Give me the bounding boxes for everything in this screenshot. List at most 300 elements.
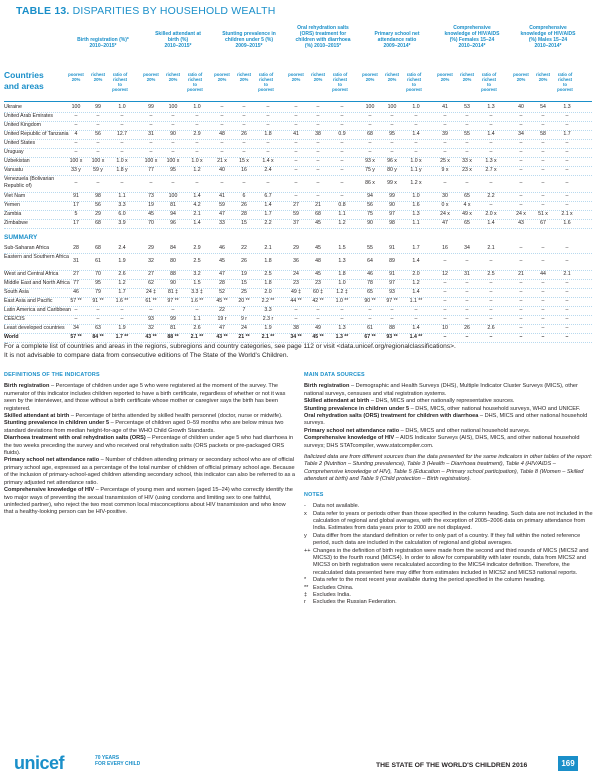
table-cell: – — [74, 316, 78, 322]
table-cell: – — [565, 325, 569, 331]
note-item: x Data refer to years or periods other than those specified in the column heading. Such data are not included in the calculation of regional and global averages, with the exception of 2005–2006 data on primary attendance from India. Estimates from data years prior to 2000 are not displayed. — [304, 510, 593, 532]
table-cell: – — [443, 280, 447, 286]
table-cell: 70 — [95, 271, 101, 277]
note-item: ‡ Excludes India. — [304, 591, 351, 598]
subheader-richest: richest 20% — [535, 72, 551, 82]
table-cell: 97 — [389, 211, 395, 217]
table-cell: – — [316, 307, 320, 313]
table-cell: 2.1 ** — [261, 334, 275, 340]
countries-heading: Countries and areas — [4, 70, 44, 91]
table-cell: – — [443, 316, 447, 322]
table-cell: 1.1 y — [410, 167, 422, 173]
table-cell: 29 — [293, 245, 299, 251]
subheader-ratio: ratio of richest to poorest — [258, 72, 274, 92]
table-cell: 45 ** — [312, 334, 324, 340]
table-cell: 90 — [170, 131, 176, 137]
table-cell: 93 — [389, 289, 395, 295]
table-cell: 36 — [293, 258, 299, 264]
table-cell: 39 — [442, 131, 448, 137]
table-cell: 100 x — [91, 158, 105, 164]
table-cell: 19 r — [217, 316, 227, 322]
table-cell: 88 ** — [167, 334, 179, 340]
table-cell: – — [220, 113, 224, 119]
table-cell: 31 — [148, 131, 154, 137]
table-cell: 73 — [148, 193, 154, 199]
table-cell: – — [340, 113, 344, 119]
table-cell: 1.3 x — [485, 158, 497, 164]
table-cell: – — [96, 307, 100, 313]
table-cell: – — [489, 316, 493, 322]
table-cell: 0.8 — [338, 202, 346, 208]
table-cell: – — [368, 113, 372, 119]
footnote-comparison: It is not advisable to compare data from consecutive editions of The State of the World's Children. — [4, 352, 289, 359]
table-cell: – — [519, 307, 523, 313]
table-cell: – — [541, 122, 545, 128]
table-cell: – — [565, 122, 569, 128]
row-name: Viet Nam — [4, 193, 26, 199]
table-cell: – — [96, 122, 100, 128]
table-cell: – — [541, 245, 545, 251]
table-cell: 59 — [293, 211, 299, 217]
table-cell: 90 — [170, 280, 176, 286]
table-cell: 1.9 — [118, 325, 126, 331]
table-cell: – — [220, 149, 224, 155]
table-cell: 33 — [219, 220, 225, 226]
table-cell: – — [565, 193, 569, 199]
table-cell: – — [519, 180, 523, 186]
table-cell: 68 — [95, 245, 101, 251]
table-cell: – — [414, 149, 418, 155]
table-cell: 1.8 — [264, 280, 272, 286]
table-cell: 44 ** — [290, 298, 302, 304]
table-cell: 37 — [293, 220, 299, 226]
table-cell: 58 — [540, 131, 546, 137]
table-cell: 2.4 — [118, 245, 126, 251]
table-cell: 4 x — [463, 202, 471, 208]
table-cell: – — [565, 307, 569, 313]
row-name: Middle East and North Africa — [4, 280, 70, 286]
table-cell: 1.4 — [193, 193, 201, 199]
table-cell: – — [195, 122, 199, 128]
table-cell: – — [120, 140, 124, 146]
table-cell: 2.3 r — [262, 316, 274, 322]
table-cell: 4 — [74, 131, 78, 137]
table-cell: 100 x — [69, 158, 83, 164]
row-name: Least developed countries — [4, 325, 65, 331]
table-cell: 1.1 — [193, 316, 201, 322]
table-cell: – — [443, 298, 447, 304]
table-cell: 68 — [95, 220, 101, 226]
subheader-ratio: ratio of richest to poorest — [187, 72, 203, 92]
table-cell: 21 — [518, 271, 524, 277]
table-cell: 56 — [95, 202, 101, 208]
table-cell: – — [220, 180, 224, 186]
table-cell: 1.3 — [563, 104, 571, 110]
row-name: East Asia and Pacific — [4, 298, 53, 304]
table-cell: 21 ** — [238, 334, 250, 340]
subheader-poorest: poorest 20% — [68, 72, 84, 82]
table-cell: – — [519, 202, 523, 208]
table-header — [4, 18, 594, 98]
subheader-poorest: poorest 20% — [214, 72, 230, 82]
table-cell: 24 ‡ — [145, 289, 157, 295]
table-cell: 89 — [389, 258, 395, 264]
table-cell: 60 ‡ — [312, 289, 324, 295]
subheader-richest: richest 20% — [236, 72, 252, 82]
table-cell: – — [519, 258, 523, 264]
table-cell: 24 x — [516, 211, 526, 217]
table-cell: – — [541, 149, 545, 155]
table-cell: 12.7 — [116, 131, 128, 137]
table-cell: – — [414, 113, 418, 119]
sources-heading: MAIN DATA SOURCES — [304, 372, 365, 378]
table-cell: 100 — [71, 104, 81, 110]
table-cell: 61 — [367, 325, 373, 331]
row-name: Venezuela (Bolivarian Republic of) — [4, 176, 55, 189]
table-cell: 16 — [442, 245, 448, 251]
table-cell: – — [74, 149, 78, 155]
table-cell: – — [74, 113, 78, 119]
table-cell: 99 — [148, 104, 154, 110]
table-cell: 2.0 — [264, 289, 272, 295]
table-cell: 1.2 — [338, 220, 346, 226]
table-cell: 31 — [73, 258, 79, 264]
definition-item: Diarrhoea treatment with oral rehydration salts (ORS) – Percentage of children under age 5 who had diarrhoea in the two weeks preceding the survey and who received oral rehydration salts (ORS packets or pre-packaged ORS fluids). — [4, 435, 294, 457]
table-cell: – — [294, 140, 298, 146]
table-cell: – — [368, 122, 372, 128]
table-cell: 1.4 — [412, 289, 420, 295]
publication-title: THE STATE OF THE WORLD'S CHILDREN 2016 — [376, 762, 528, 769]
table-cell: 33 x — [462, 158, 472, 164]
column-group-7: Comprehensive knowledge of HIV/AIDS (%) Males 15–24 2010–2014* — [520, 25, 576, 49]
table-cell: 31 — [464, 271, 470, 277]
row-name: Zimbabwe — [4, 220, 28, 226]
definition-item: Stunting prevalence in children under 5 – Percentage of children aged 0–59 months who are below minus two standard deviations from median height-for-age of the WHO Child Growth Standards. — [4, 420, 284, 434]
table-cell: – — [489, 149, 493, 155]
table-cell: – — [294, 113, 298, 119]
table-cell: – — [171, 180, 175, 186]
table-cell: 21 — [315, 202, 321, 208]
table-cell: 34 ** — [290, 334, 302, 340]
table-cell: 32 — [148, 325, 154, 331]
table-cell: 100 — [387, 104, 397, 110]
table-cell: – — [195, 140, 199, 146]
table-cell: – — [541, 180, 545, 186]
table-cell: 15 x — [239, 158, 249, 164]
table-cell: 88 — [170, 271, 176, 277]
table-cell: 1.2 ‡ — [336, 289, 348, 295]
table-cell: – — [220, 122, 224, 128]
table-cell: 1.9 — [264, 325, 272, 331]
table-cell: – — [340, 316, 344, 322]
table-cell: – — [414, 122, 418, 128]
table-cell: 16 — [241, 167, 247, 173]
row-name: Zambia — [4, 211, 22, 217]
row-name: Yemen — [4, 202, 20, 208]
table-cell: 54 — [540, 104, 546, 110]
table-cell: – — [465, 307, 469, 313]
table-cell: 1.1 ** — [409, 298, 423, 304]
table-cell: 56 — [95, 131, 101, 137]
note-item: ** Excludes China. — [304, 584, 354, 591]
table-cell: 1.6 ** — [115, 298, 129, 304]
table-cell: 47 — [219, 271, 225, 277]
table-cell: – — [443, 122, 447, 128]
table-cell: – — [565, 149, 569, 155]
note-item: * Data refer to the most recent year available during the period specified in the column heading. — [304, 577, 546, 584]
table-cell: – — [489, 280, 493, 286]
table-cell: 1.1 — [338, 211, 346, 217]
definitions-section — [4, 372, 296, 517]
subheader-poorest: poorest 20% — [288, 72, 304, 82]
table-cell: 1.0 ** — [335, 298, 349, 304]
table-cell: – — [294, 307, 298, 313]
table-cell: 99 — [170, 316, 176, 322]
subheader-ratio: ratio of richest to poorest — [332, 72, 348, 92]
table-cell: 48 — [219, 131, 225, 137]
table-cell: – — [541, 193, 545, 199]
note-item: - Data not available. — [304, 503, 360, 510]
table-cell: – — [340, 140, 344, 146]
table-cell: – — [443, 140, 447, 146]
table-cell: – — [120, 149, 124, 155]
table-cell: 100 — [168, 104, 178, 110]
table-cell: 95 — [170, 167, 176, 173]
table-cell: – — [294, 158, 298, 164]
table-cell: – — [465, 113, 469, 119]
table-cell: – — [565, 334, 569, 340]
table-cell: 1.8 y — [116, 167, 128, 173]
table-cell: – — [316, 316, 320, 322]
table-cell: – — [149, 140, 153, 146]
italic-data-note: Italicized data are from different sources than the data presented for the same indicators in other tables of the report: Table 2 (Nutrition – Stunting prevalence), Table 3 (Health – Diarrhoea treatment), Table 4 (HIV/AIDS – Comprehensive knowledge of HIV), Table 5 (Education – Primary school participation), Table 8 (Women – Skilled attendant at birth) and Table 9 (Child protection – Birth registration). — [304, 454, 593, 483]
table-cell: 1.0 x — [116, 158, 128, 164]
table-cell: 2.6 — [118, 271, 126, 277]
table-cell: – — [443, 149, 447, 155]
table-cell: 1.7 — [563, 131, 571, 137]
table-cell: – — [465, 298, 469, 304]
subheader-poorest: poorest 20% — [513, 72, 529, 82]
table-cell: – — [340, 180, 344, 186]
table-cell: 47 — [219, 211, 225, 217]
row-name: CEE/CIS — [4, 316, 25, 322]
table-cell: 49 x — [462, 211, 472, 217]
table-cell: 91 — [389, 271, 395, 277]
table-cell: – — [565, 316, 569, 322]
table-cell: 45 — [315, 220, 321, 226]
table-cell: – — [519, 149, 523, 155]
table-cell: 33 y — [71, 167, 81, 173]
table-cell: – — [443, 307, 447, 313]
table-cell: 98 — [389, 220, 395, 226]
table-cell: 93 x — [365, 158, 375, 164]
table-cell: 2.2 ** — [261, 298, 275, 304]
table-cell: – — [489, 113, 493, 119]
table-cell: 41 — [293, 131, 299, 137]
table-cell: – — [120, 307, 124, 313]
table-cell: 78 — [367, 280, 373, 286]
table-cell: – — [541, 307, 545, 313]
table-cell: – — [519, 140, 523, 146]
table-cell: – — [519, 334, 523, 340]
table-cell: 70 — [148, 220, 154, 226]
table-cell: 62 — [148, 280, 154, 286]
subheader-ratio: ratio of richest to poorest — [481, 72, 497, 92]
table-cell: 2.6 — [487, 325, 495, 331]
table-cell: 34 — [464, 245, 470, 251]
subheader-richest: richest 20% — [310, 72, 326, 82]
table-cell: – — [489, 289, 493, 295]
table-cell: 22 — [219, 307, 225, 313]
table-cell: – — [149, 113, 153, 119]
table-cell: 93 ** — [386, 334, 398, 340]
table-cell: 99 — [95, 104, 101, 110]
table-cell: 100 x — [166, 158, 180, 164]
row-name: United Republic of Tanzania — [4, 131, 69, 137]
row-name: Eastern and Southern Africa — [4, 254, 69, 260]
table-cell: 45 — [219, 258, 225, 264]
table-cell: 42 ** — [312, 298, 324, 304]
table-cell: – — [74, 180, 78, 186]
table-cell: 1.3 — [487, 104, 495, 110]
column-group-2: Skilled attendant at birth (%) 2010–2015* — [155, 31, 201, 49]
table-cell: 77 — [73, 280, 79, 286]
summary-heading: SUMMARY — [4, 234, 38, 241]
table-cell: 1.8 — [264, 258, 272, 264]
table-cell: – — [316, 140, 320, 146]
table-cell: – — [519, 193, 523, 199]
table-cell: – — [519, 167, 523, 173]
table-cell: – — [565, 158, 569, 164]
source-item: Birth registration – Demographic and Health Surveys (DHS), Multiple Indicator Cluster Surveys (MICS), other national surveys, censuses and vital registration systems. — [304, 383, 578, 397]
table-cell: – — [465, 280, 469, 286]
table-cell: 21 x — [217, 158, 227, 164]
table-cell: 1.4 — [487, 220, 495, 226]
table-cell: – — [120, 122, 124, 128]
table-cell: – — [390, 316, 394, 322]
table-cell: – — [96, 180, 100, 186]
table-cell: 90 ** — [364, 298, 376, 304]
subheader-richest: richest 20% — [90, 72, 106, 82]
table-cell: – — [195, 307, 199, 313]
table-cell: 28 — [241, 211, 247, 217]
table-cell: 2.1 — [193, 211, 201, 217]
table-cell: 57 ** — [70, 298, 82, 304]
table-cell: 1.4 — [412, 258, 420, 264]
table-cell: – — [340, 104, 344, 110]
table-cell: – — [541, 202, 545, 208]
table-cell: – — [519, 113, 523, 119]
table-cell: 2.1 x — [561, 211, 573, 217]
table-cell: – — [294, 104, 298, 110]
table-cell: 40 — [518, 104, 524, 110]
table-cell: – — [465, 140, 469, 146]
table-cell: – — [340, 122, 344, 128]
table-cell: 46 — [73, 289, 79, 295]
table-cell: 88 — [389, 325, 395, 331]
table-cell: 81 — [170, 325, 176, 331]
table-cell: 79 — [95, 289, 101, 295]
column-group-6: Comprehensive knowledge of HIV/AIDS (%) Females 15–24 2010–2014* — [444, 25, 500, 49]
table-cell: 2.1 — [264, 245, 272, 251]
subheader-richest: richest 20% — [459, 72, 475, 82]
table-cell: 43 — [518, 220, 524, 226]
table-cell: 57 ** — [70, 334, 82, 340]
table-cell: – — [120, 113, 124, 119]
table-cell: – — [149, 307, 153, 313]
table-cell: 23 — [293, 280, 299, 286]
table-cell: 47 — [442, 220, 448, 226]
table-cell: 38 — [315, 131, 321, 137]
table-cell: – — [242, 140, 246, 146]
table-cell: 46 — [219, 245, 225, 251]
table-cell: 1.4 ** — [409, 334, 423, 340]
table-cell: – — [242, 180, 246, 186]
table-cell: – — [519, 280, 523, 286]
table-cell: 45 — [315, 245, 321, 251]
footnote-classifications: For a complete list of countries and areas in the regions, subregions and country categories, see page 112 or visit <data.unicef.org/regionalclassifications>. — [4, 343, 456, 350]
table-cell: 17 — [73, 220, 79, 226]
note-item: y Data differ from the standard definition or refer to only part of a country. If they fall within the noted reference period, such data are included in the calculation of regional and global averages. — [304, 532, 581, 547]
table-cell: – — [489, 298, 493, 304]
table-cell: 29 — [95, 211, 101, 217]
subheader-richest: richest 20% — [165, 72, 181, 82]
row-name: Ukraine — [4, 104, 22, 110]
table-cell: – — [195, 113, 199, 119]
table-cell: 100 — [365, 104, 375, 110]
row-name: South Asia — [4, 289, 29, 295]
table-cell: – — [171, 122, 175, 128]
table-cell: – — [519, 325, 523, 331]
table-cell: – — [368, 140, 372, 146]
table-cell: – — [316, 167, 320, 173]
table-cell: 27 — [293, 202, 299, 208]
table-cell: 49 — [315, 325, 321, 331]
table-cell: 1.4 — [412, 325, 420, 331]
table-cell: – — [465, 258, 469, 264]
table-cell: – — [565, 258, 569, 264]
table-cell: – — [316, 149, 320, 155]
subheader-ratio: ratio of richest to poorest — [112, 72, 128, 92]
table-cell: 10 — [442, 325, 448, 331]
table-cell: 1.0 x — [191, 158, 203, 164]
table-cell: 100 x — [144, 158, 158, 164]
table-cell: 44 — [540, 271, 546, 277]
table-cell: 26 — [241, 131, 247, 137]
row-name: Sub-Saharan Africa — [4, 245, 49, 251]
table-cell: – — [489, 122, 493, 128]
table-cell: 2.2 — [264, 220, 272, 226]
table-cell: 1.7 — [412, 245, 420, 251]
table-cell: – — [242, 149, 246, 155]
table-cell: – — [294, 149, 298, 155]
table-cell: 1.2 — [118, 280, 126, 286]
table-cell: 1.1 — [412, 220, 420, 226]
table-cell: 43 ** — [216, 334, 228, 340]
table-cell: – — [316, 158, 320, 164]
table-cell: – — [541, 158, 545, 164]
row-name: Uzbekistan — [4, 158, 30, 164]
table-cell: – — [96, 113, 100, 119]
table-cell: – — [519, 158, 523, 164]
table-cell: 1.4 — [193, 220, 201, 226]
table-cell: – — [340, 149, 344, 155]
table-cell: – — [74, 122, 78, 128]
table-cell: – — [465, 149, 469, 155]
table-cell: 84 ** — [92, 334, 104, 340]
table-cell: 28 — [219, 280, 225, 286]
table-cell: 96 — [170, 220, 176, 226]
